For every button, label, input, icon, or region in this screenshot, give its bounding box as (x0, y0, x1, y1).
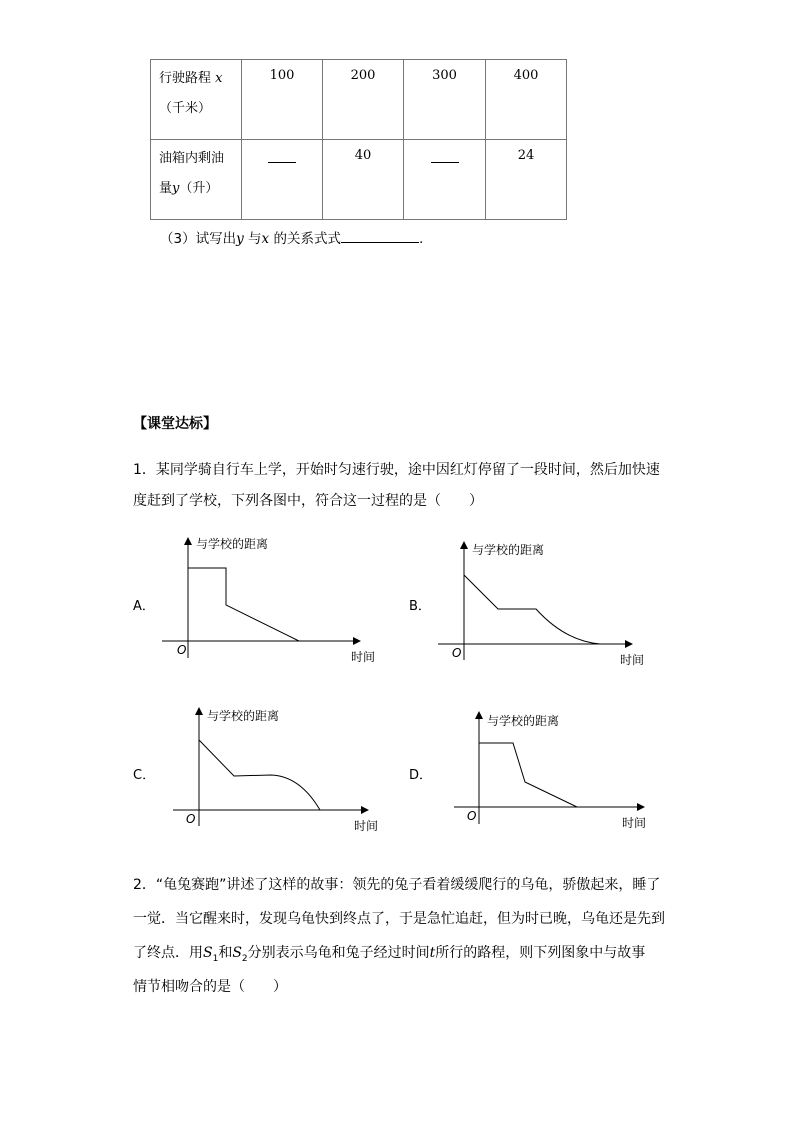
y-axis-label: 与学校的距离 (487, 714, 560, 728)
x-value-3: 300 (404, 60, 486, 140)
question-3: （3）试写出y 与x 的关系式式 . (160, 231, 424, 247)
graph-c[interactable] (173, 708, 378, 833)
question-2-line-3: 了终点．用$S_1$和$S_2$分别表示乌龟和兔子经过时间t所行的路程，则下列图象中与故事 (133, 945, 646, 964)
x-axis-label: 时间 (622, 816, 647, 830)
origin-label: O (186, 812, 196, 826)
y-axis-label: 与学校的距离 (196, 537, 269, 551)
question-2-line-1: 2．“龟兔赛跑”讲述了这样的故事：领先的兔子看着缓缓爬行的乌龟，骄傲起来，睡了 (133, 877, 661, 893)
option-b-label[interactable]: B． (409, 599, 431, 614)
graph-a-curve (188, 568, 299, 641)
x-value-4: 400 (486, 60, 567, 140)
question-1-line-2: 度赶到了学校，下列各图中，符合这一过程的是（ ） (133, 493, 483, 509)
graph-c-curve (199, 740, 320, 810)
option-c-label[interactable]: C． (133, 768, 156, 783)
graph-d-curve (479, 743, 577, 807)
graph-d[interactable] (454, 712, 646, 830)
option-a-label[interactable]: A． (133, 599, 155, 614)
question-2-line-4: 情节相吻合的是（ ） (133, 979, 287, 995)
graph-a[interactable] (162, 536, 375, 664)
origin-label: O (467, 809, 477, 823)
origin-label: O (452, 646, 462, 660)
x-axis-label: 时间 (351, 650, 376, 664)
section-title: 【课堂达标】 (133, 416, 217, 432)
x-value-2: 200 (323, 60, 404, 140)
y-axis-label: 与学校的距离 (207, 709, 280, 723)
y-value-4: 24 (486, 140, 567, 220)
origin-label: O (177, 643, 187, 657)
x-axis-label: 时间 (354, 819, 379, 833)
x-value-1: 100 (242, 60, 323, 140)
question-1-line-1: 1．某同学骑自行车上学，开始时匀速行驶，途中因红灯停留了一段时间，然后加快速 (133, 462, 660, 478)
x-axis-label: 时间 (620, 653, 645, 667)
y-axis-label: 与学校的距离 (472, 543, 545, 557)
row1-header: 行驶路程 x （千米） (151, 60, 242, 140)
graph-b[interactable] (438, 542, 644, 667)
option-d-label[interactable]: D． (409, 768, 433, 783)
y-value-2: 40 (323, 140, 404, 220)
row2-header: 油箱内剩油 量y（升） (151, 140, 242, 220)
question-2-line-2: 一觉．当它醒来时，发现乌龟快到终点了，于是急忙追赶，但为时已晚，乌龟还是先到 (133, 911, 665, 927)
graph-b-curve (464, 575, 600, 644)
